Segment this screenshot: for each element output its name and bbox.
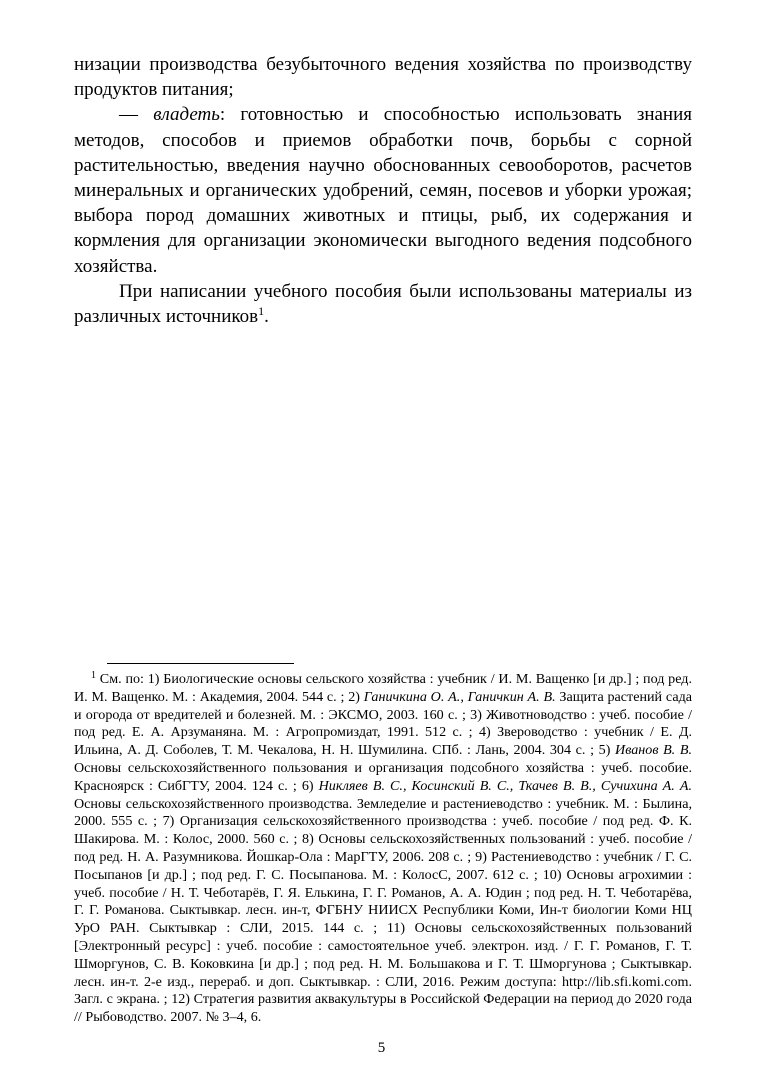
paragraph-sources bbox=[74, 279, 692, 329]
paragraph-sources-text: При написании учебного пособия были использованы материалы из различных источников bbox=[74, 280, 692, 328]
footnote-text-1: См. по: 1) Биологические основы сельского хозяйства : учебник / И. М. Ващенко [и др.] ; под ред. И. М. Ващенко. М. : Академия, 2004. 544 с. ; 2) bbox=[74, 671, 692, 705]
term-vladet: владеть bbox=[153, 104, 220, 126]
main-text bbox=[74, 52, 692, 329]
footnote bbox=[74, 671, 692, 1027]
footnote-marker: 1 bbox=[91, 670, 96, 681]
paragraph-sources-end: . bbox=[264, 306, 269, 328]
paragraph-vladet-text: : готовностью и способностью использовать знания методов, способов и приемов обработки почв, борьбы с сорной растительностью, введения научно обоснованных севооборотов, расчетов минеральных и органических удобрений, семян, посевов и уборки урожая; выбора пород домашних животных и птицы, рыб, их содержания и кормления для организации экономически выгодного ведения подсобного хозяйства. bbox=[74, 104, 693, 277]
paragraph-continuation: низации производства безубыточного ведения хозяйства по производству продуктов питания; bbox=[74, 54, 692, 101]
paragraph-dash: — bbox=[119, 104, 154, 126]
footnote-text-2: Защита растений сада и огорода от вредителей и болезней. М. : ЭКСМО, 2003. 160 с. ; 3) Животноводство : учеб. пособие / под ред. Е. А. Арзуманяна. М. : Агропромиздат, 1991. 512 с. ; 4) Звероводство : учебник / Е. Д. Ильина, А. Д. Соболев, Т. М. Чекалова, Н. Н. Шумилина. СПб. : Лань, 2004. 304 с. ; 5) bbox=[74, 688, 693, 759]
footnote-authors-1: Ганичкина О. А., Ганичкин А. В. bbox=[363, 688, 556, 705]
footnote-text-3: Основы сельскохозяйственного пользования и организация подсобного хозяйства : учеб. пособие. Красноярск : СибГТУ, 2004. 124 с. ; 6) bbox=[74, 759, 692, 794]
footnote-separator bbox=[107, 663, 294, 664]
footnote-authors-3: Никляев В. С., Косинский В. С., Ткачев В. В., Сучихина А. А. bbox=[318, 777, 693, 794]
page-number: 5 bbox=[377, 1040, 386, 1056]
footnote-authors-2: Иванов В. В. bbox=[615, 742, 692, 759]
footnote-reference: 1 bbox=[258, 304, 265, 319]
paragraph-vladet bbox=[74, 102, 692, 278]
footnote-text-4: Основы сельскохозяйственного производства. Земледелие и растениеводство : учебник. М. : Былина, 2000. 555 с. ; 7) Организация сельскохозяйственного производства : учеб. пособие / под ред. Ф. К. Шакирова. М. : Колос, 2000. 560 с. ; 8) Основы сельскохозяйственных пользований : учеб. пособие / под ред. Н. А. Разумникова. Йошкар-Ола : МарГТУ, 2006. 208 с. ; 9) Растениеводство : учебник / Г. С. Посыпанов [и др.] ; под ред. Г. С. Посыпанова. М. : КолосС, 2007. 612 с. ; 10) Основы агрохимии : учеб. пособие / Н. Т. Чеботарёв, Г. Я. Елькина, Г. Г. Романов, А. А. Юдин ; под ред. Н. Т. Чеботарёва, Г. Г. Романова. Сыктывкар. лесн. ин-т, ФГБНУ НИИСХ Республики Коми, Ин-т биологии Коми НЦ УрО РАН. Сыктывкар : СЛИ, 2015. 144 с. ; 11) Основы сельскохозяйственных пользований [Электронный ресурс] : учеб. пособие : самостоятельное учеб. электрон. изд. / Г. Г. Романов, Г. Т. Шморгунов, С. В. Коковкина [и др.] ; под ред. Н. М. Большакова и Г. Т. Шморгунова ; Сыктывкар. лесн. ин-т. 2-е изд., перераб. и доп. Сыктывкар. : СЛИ, 2016. Режим доступа: http://lib.sfi.komi.com. Загл. с экрана. ; 12) Стратегия развития аквакультуры в Российской Федерации на период до 2020 года // Рыбоводство. 2007. № 3–4, 6. bbox=[74, 795, 692, 1026]
